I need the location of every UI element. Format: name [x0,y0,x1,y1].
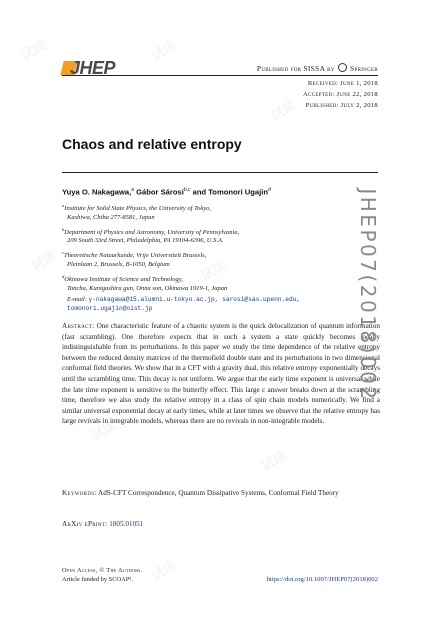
affiliation-item: $^a$Institute for Solid State Physics, the University of Tokyo, Kashiwa, Chiba 277-8581, Japan [62,203,212,221]
date-accepted: Accepted: June 22, 2018 [303,91,378,98]
springer-icon [338,63,347,72]
watermark: 试读 [198,258,230,285]
watermark: 试读 [148,558,180,585]
email-link[interactable]: y-nakagawa@15.alumni.u-tokyo.ac.jp, sarosi@sas.upenn.edu, [88,295,301,303]
author-mark: b,c [183,187,191,193]
side-identifier-text: JHEP07(2018)002 [356,187,380,402]
affiliations [62,202,380,317]
author-name: Gábor Sárosi [136,187,184,197]
abstract-label: Abstract: [62,322,95,330]
email-label: E-mail: [67,295,87,303]
author-mark: d [268,187,271,193]
affiliation-item: $^c$Theoretische Natuurkunde, Vrije Universiteit Brussels, Pleinlaan 2, Brussels, B-1050, Belgium [62,250,207,269]
header-rule [62,75,378,76]
dates-block [303,78,378,111]
watermark: 试读 [148,38,180,65]
logo-text: JHEP [70,58,116,78]
author-name: Yuya O. Nakagawa, [62,187,132,197]
keywords [62,488,380,499]
arxiv-label: ArXiv ePrint: [62,520,108,528]
arxiv-line [62,520,143,528]
author-name: and Tomonori Ugajin [192,187,268,197]
author-list [62,187,271,197]
abstract [62,321,380,427]
abstract-text: One characteristic feature of a chaotic system is the quick delocalization of quantum information (fast scrambling). One therefore expects that in such a system a state quickly becomes locally indistinguishable from its perturbations. In this paper we study the time dependence of the relative entropy between the reduced density matrices of the thermofield double state and its perturbations in two dimensional conformal field theories. We show that in a CFT with a gravity dual, this relative entropy exponentially decays until the scrambling time. This decay is not uniform. We argue that the early time exponent is universal while the late time exponent is sensitive to the butterfly effect. This large c answer breaks down at the scrambling time, therefore we also study the relative entropy in a class of spin chain models numerically. We find a similar universal exponential decay at early times, while at later times we observe that the relative entropy has large revivals in integrable models, whereas there are no revivals in non-integrable models. [62,322,380,426]
watermark: 试读 [88,418,120,445]
watermark: 试读 [268,98,300,125]
keywords-label: Keywords: [62,489,97,497]
watermark: 试读 [258,448,290,475]
funding-line: Article funded by SCOAP³. [62,576,133,584]
keywords-text: AdS-CFT Correspondence, Quantum Dissipative Systems, Conformal Field Theory [98,489,339,497]
publisher-text: Published for SISSA by [256,64,335,73]
footer-license [62,566,143,585]
title-rule [62,172,378,173]
doi-link[interactable]: https://doi.org/10.1007/JHEP07(2018)002 [266,576,378,583]
watermark: 试读 [18,38,50,65]
watermark: 试读 [28,248,60,275]
date-published: Published: July 2, 2018 [305,102,378,109]
email-block [62,296,380,313]
email-link[interactable]: tomonori.ugajin@oist.jp [67,304,153,312]
publisher-name: Springer [350,64,378,73]
arxiv-link[interactable]: 1805.01051 [109,520,144,528]
affiliation-item: $^b$Department of Physics and Astronomy, University of Pennsylvania, 209 South 33rd Street, Philadelphia, PA 19104-6396, U.S.A. [62,226,240,245]
author-mark: a [131,187,135,193]
side-identifier [348,152,388,437]
paper-title: Chaos and relative entropy [62,136,242,152]
open-access-line: Open Access, © The Authors. [62,567,143,574]
date-received: Received: June 1, 2018 [307,80,378,87]
affiliation-item: $^d$Okinawa Institute of Science and Technology, Tancha, Kunigashira gun, Onna son, Okinawa 1919-1, Japan [62,274,228,292]
publisher-line [257,63,378,73]
